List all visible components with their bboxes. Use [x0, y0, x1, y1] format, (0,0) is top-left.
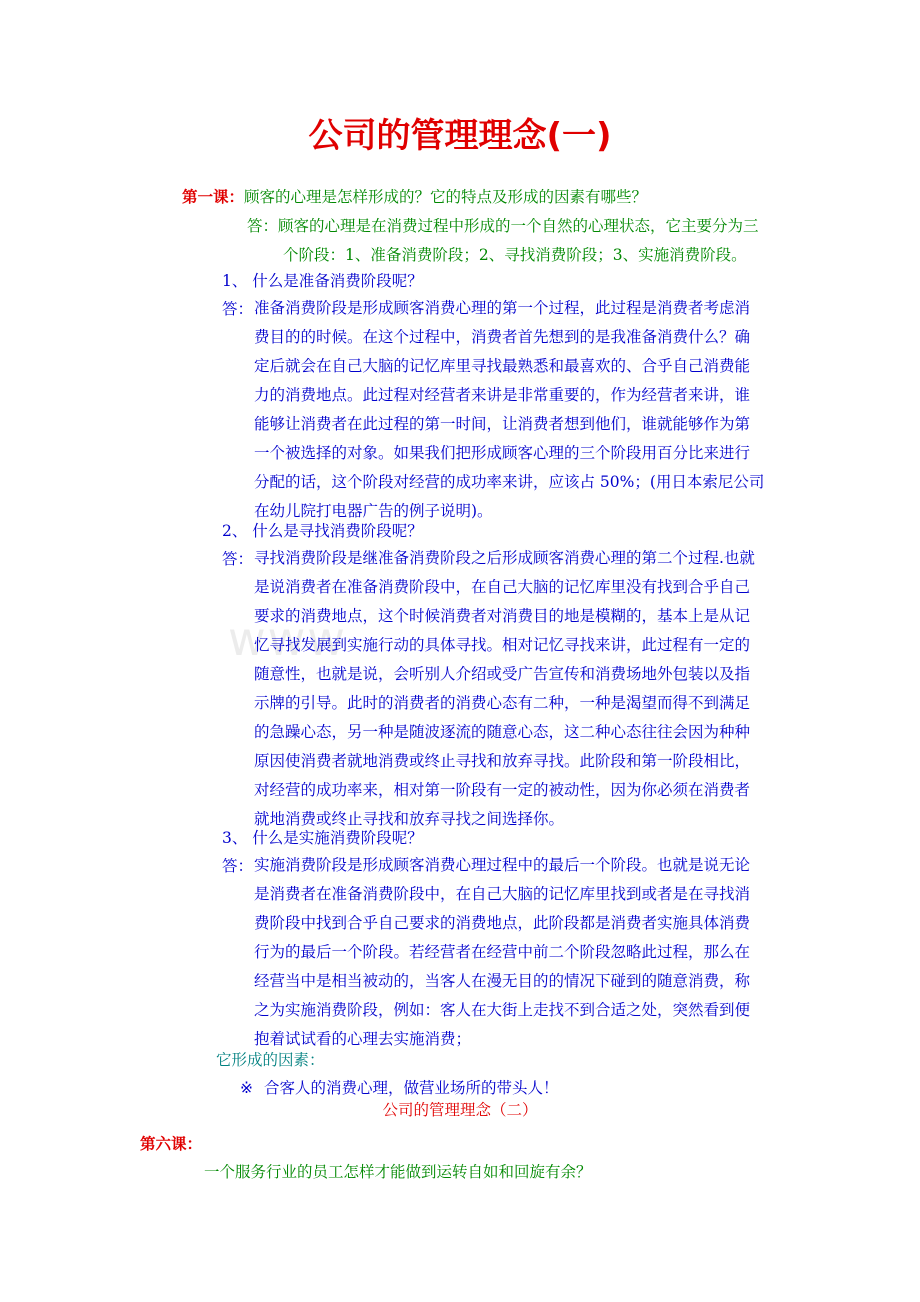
- section1-answer-prefix: 答：: [222, 300, 254, 318]
- lesson1-question: 顾客的心理是怎样形成的？它的特点及形成的因素有哪些？: [244, 188, 648, 206]
- section1-line: 能够让消费者在此过程的第一时间，让消费者想到他们，谁就能够作为第: [254, 415, 751, 433]
- section1-answer: [254, 294, 764, 526]
- section2-line: 随意性，也就是说，会听别人介绍或受广告宣传和消费场地外包装以及指: [254, 665, 751, 683]
- section2-answer-prefix: 答：: [222, 550, 254, 568]
- section3-line: 实施消费阶段是形成顾客消费心理过程中的最后一个阶段。也就是说无论: [254, 856, 751, 874]
- factors-bullet-text: 合客人的消费心理，做营业场所的带头人！: [263, 1079, 559, 1097]
- section3-line: 抱着试试看的心理去实施消费；: [254, 1030, 472, 1048]
- section1-line: 定后就会在自己大脑的记忆库里寻找最熟悉和最喜欢的、合乎自己消费能: [254, 357, 751, 375]
- section1-line: 一个被选择的对象。如果我们把形成顾客心理的三个阶段用百分比来进行: [254, 444, 751, 462]
- page-title: 公司的管理理念(一): [308, 116, 612, 156]
- lesson6-question: 一个服务行业的员工怎样才能做到运转自如和回旋有余？: [204, 1163, 592, 1181]
- section3-line: 行为的最后一个阶段。若经营者在经营中前二个阶段忽略此过程，那么在: [254, 943, 751, 961]
- section2-heading: 2、 什么是寻找消费阶段呢？: [222, 522, 423, 540]
- subtitle: 公司的管理理念（二）: [382, 1101, 538, 1119]
- lesson1-answer: [247, 212, 759, 270]
- factors-bullet: [240, 1078, 558, 1098]
- section2-answer: [254, 544, 755, 834]
- section3-line: 是消费者在准备消费阶段中，在自己大脑的记忆库里找到或者是在寻找消: [254, 885, 751, 903]
- section2-line: 忆寻找发展到实施行动的具体寻找。相对记忆寻找来讲，此过程有一定的: [254, 636, 751, 654]
- section2-line: 原因使消费者就地消费或终止寻找和放弃寻找。此阶段和第一阶段相比，: [254, 752, 751, 770]
- section1-line: 费目的的时候。在这个过程中，消费者首先想到的是我准备消费什么？确: [254, 328, 751, 346]
- section2-line: 对经营的成功率来，相对第一阶段有一定的被动性，因为你必须在消费者: [254, 781, 751, 799]
- section1-line: 准备消费阶段是形成顾客消费心理的第一个过程，此过程是消费者考虑消: [254, 299, 751, 317]
- section1-line: 力的消费地点。此过程对经营者来讲是非常重要的，作为经营者来讲，谁: [254, 386, 751, 404]
- section1-heading: 1、 什么是准备消费阶段呢？: [222, 272, 423, 290]
- section3-answer: [254, 851, 750, 1054]
- lesson1-line: [182, 187, 647, 207]
- factors-label: 它形成的因素：: [216, 1051, 325, 1069]
- reference-mark-icon: ※: [240, 1079, 253, 1097]
- section3-line: 费阶段中找到合乎自己要求的消费地点，此阶段都是消费者实施具体消费: [254, 914, 751, 932]
- section1-line: 在幼儿院打电器广告的例子说明)。: [254, 502, 493, 520]
- section2-line: 要求的消费地点，这个时候消费者对消费目的地是模糊的，基本上是从记: [254, 607, 751, 625]
- section3-line: 经营当中是相当被动的，当客人在漫无目的的情况下碰到的随意消费，称: [254, 972, 751, 990]
- lesson6-label: 第六课：: [140, 1134, 203, 1153]
- section2-line: 是说消费者在准备消费阶段中，在自己大脑的记忆库里没有找到合乎自己: [254, 578, 751, 596]
- section3-line: 之为实施消费阶段，例如：客人在大街上走找不到合适之处，突然看到便: [254, 1001, 751, 1019]
- section2-line: 示牌的引导。此时的消费者的消费心态有二种，一种是渴望而得不到满足: [254, 694, 751, 712]
- lesson1-label: 第一课：: [182, 187, 245, 206]
- lesson1-answer-line: 答：顾客的心理是在消费过程中形成的一个自然的心理状态，它主要分为三: [247, 217, 759, 235]
- section3-heading: 3、 什么是实施消费阶段呢？: [222, 829, 423, 847]
- section2-line: 就地消费或终止寻找和放弃寻找之间选择你。: [254, 810, 565, 828]
- section2-line: 寻找消费阶段是继准备消费阶段之后形成顾客消费心理的第二个过程.也就: [254, 549, 755, 567]
- section1-line: 分配的话，这个阶段对经营的成功率来讲，应该占 50%；(用日本索尼公司: [254, 473, 765, 491]
- lesson1-answer-line: 个阶段：1、准备消费阶段；2、寻找消费阶段；3、实施消费阶段。: [283, 246, 747, 264]
- section2-line: 的急躁心态，另一种是随波逐流的随意心态，这二种心态往往会因为种种: [254, 723, 751, 741]
- section3-answer-prefix: 答：: [222, 857, 254, 875]
- watermark: www: [228, 612, 347, 666]
